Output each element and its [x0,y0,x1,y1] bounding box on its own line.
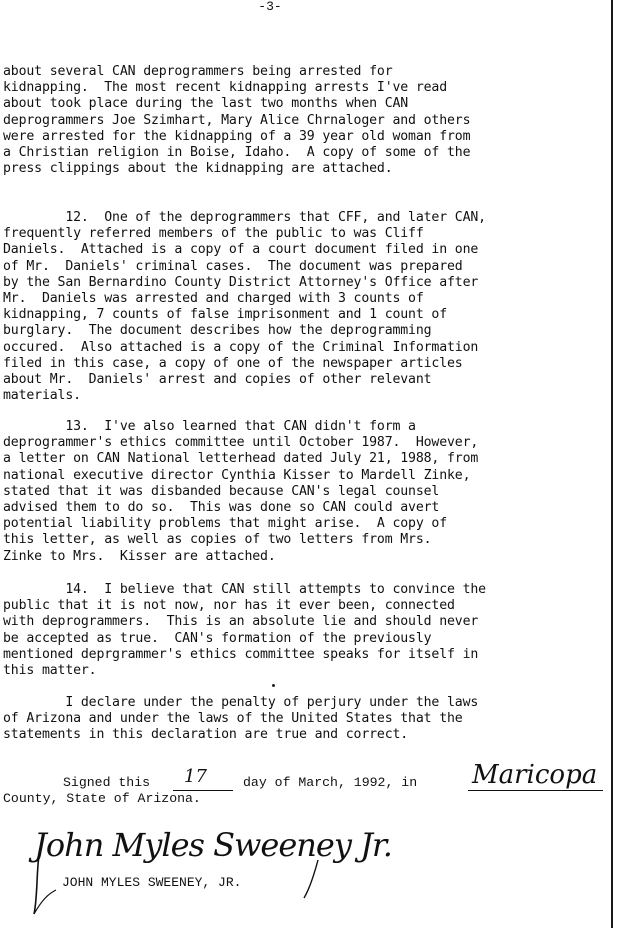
paragraph-12: 12. One of the deprogrammers that CFF, and later CAN, frequently referred members of the public to was Cliff Daniels. Attached is a copy of a court document filed in one of Mr. Daniels' criminal cases. The document was prepared by the San Bernardino County District Attorney's Office after Mr. Daniels was arrested and charged with 3 counts of kidnapping, 7 counts of false imprisonment and 1 count of burglary. The document describes how the deprogramming occured. Also attached is a copy of the Criminal Information filed in this case, a copy of one of the newspaper articles about Mr. Daniels' arrest and copies of other relevant materials. [3,210,486,404]
stray-mark [272,684,275,687]
signing-day-handwritten: 17 [184,766,207,787]
paragraph-13: 13. I've also learned that CAN didn't form a deprogrammer's ethics committee until October 1987. However, a letter on CAN National letterhead dated July 21, 1988, from national executive director Cynthia Kisser to Mardell Zinke, stated that it was disbanded because CAN's legal counsel advised them to do so. This was done so CAN could avert potential liability problems that might arise. A copy of this letter, as well as copies of two letters from Mrs. Zinke to Mrs. Kisser are attached. [3,419,479,564]
handwritten-signature: John Myles Sweeney Jr. [34,826,392,864]
signing-date-text: day of March, 1992, in [243,775,418,790]
page-border-line [611,0,613,928]
county-handwritten: Maricopa [472,760,598,790]
paragraph-11-continuation: about several CAN deprogrammers being arrested for kidnapping. The most recent kidnapping arrests I've read about took place during the last two months when CAN deprogrammers Joe Szimhart, Mary Alice Chrnaloger and others were arrested for the kidnapping of a 39 year old woman from a Christian religion in Boise, Idaho. A copy of some of the press clippings about the kidnapping are attached. [3,64,471,177]
county-state-text: County, State of Arizona. [3,791,201,806]
signed-this-label: Signed this [63,775,151,790]
printed-signer-name: JOHN MYLES SWEENEY, JR. [62,875,242,890]
county-blank-line [468,790,603,791]
paragraph-14: 14. I believe that CAN still attempts to convince the public that it is not now, nor has it ever been, connected with deprogrammers. This is an absolute lie and should never be accepted as true. CAN's formation of the previously mentioned deprgrammer's ethics committee speaks for itself in this matter. [3,582,486,679]
page-number: -3- [258,0,282,14]
declaration-paragraph: I declare under the penalty of perjury under the laws of Arizona and under the laws of the United States that the statements in this declaration are true and correct. [3,695,479,743]
